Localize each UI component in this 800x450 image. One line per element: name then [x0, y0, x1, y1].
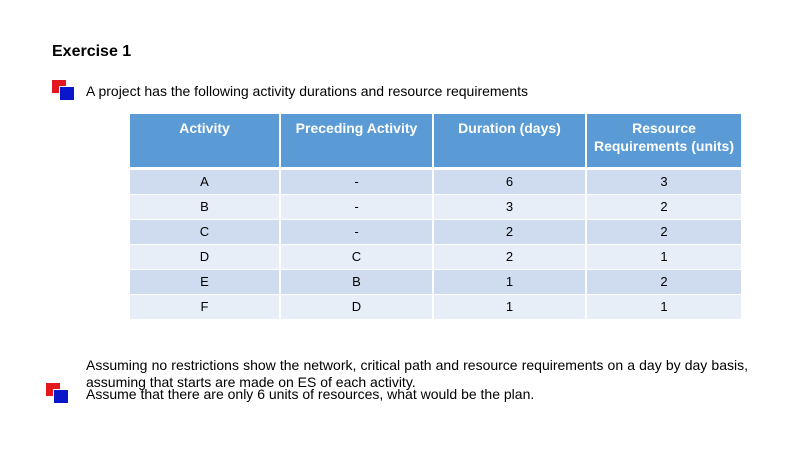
cell-duration: 1 — [433, 294, 586, 319]
activity-table — [130, 114, 741, 319]
cell-activity: D — [130, 244, 280, 269]
table-row — [130, 168, 741, 194]
table-header-row — [130, 114, 741, 168]
page-title: Exercise 1 — [52, 43, 132, 60]
cell-activity: A — [130, 168, 280, 194]
cell-preceding: B — [280, 269, 433, 294]
question-text: Assume that there are only 6 units of resources, what would be the plan. — [86, 386, 535, 402]
cell-preceding: C — [280, 244, 433, 269]
cell-preceding: - — [280, 168, 433, 194]
cell-resources: 2 — [586, 219, 741, 244]
cell-resources: 2 — [586, 194, 741, 219]
cell-preceding: - — [280, 194, 433, 219]
cell-activity: F — [130, 294, 280, 319]
table-row — [130, 269, 741, 294]
cell-resources: 3 — [586, 168, 741, 194]
bullet-icon — [52, 80, 74, 102]
cell-duration: 3 — [433, 194, 586, 219]
header-preceding-activity: Preceding Activity — [280, 114, 433, 168]
cell-duration: 2 — [433, 219, 586, 244]
instructions-paragraph: Assuming no restrictions show the network, critical path and resource requirements on a day by day basis, assuming that starts are made on ES of each activity. — [86, 357, 748, 390]
cell-activity: B — [130, 194, 280, 219]
table-row — [130, 244, 741, 269]
cell-resources: 1 — [586, 294, 741, 319]
header-duration: Duration (days) — [433, 114, 586, 168]
cell-preceding: - — [280, 219, 433, 244]
cell-preceding: D — [280, 294, 433, 319]
bullet-icon — [46, 383, 68, 405]
cell-resources: 2 — [586, 269, 741, 294]
table-row — [130, 194, 741, 219]
cell-duration: 2 — [433, 244, 586, 269]
cell-activity: C — [130, 219, 280, 244]
header-activity: Activity — [130, 114, 280, 168]
cell-activity: E — [130, 269, 280, 294]
cell-duration: 1 — [433, 269, 586, 294]
cell-resources: 1 — [586, 244, 741, 269]
intro-text: A project has the following activity durations and resource requirements — [86, 83, 529, 99]
table-row — [130, 219, 741, 244]
header-resource-requirements: Resource Requirements (units) — [586, 114, 741, 168]
cell-duration: 6 — [433, 168, 586, 194]
table-row — [130, 294, 741, 319]
